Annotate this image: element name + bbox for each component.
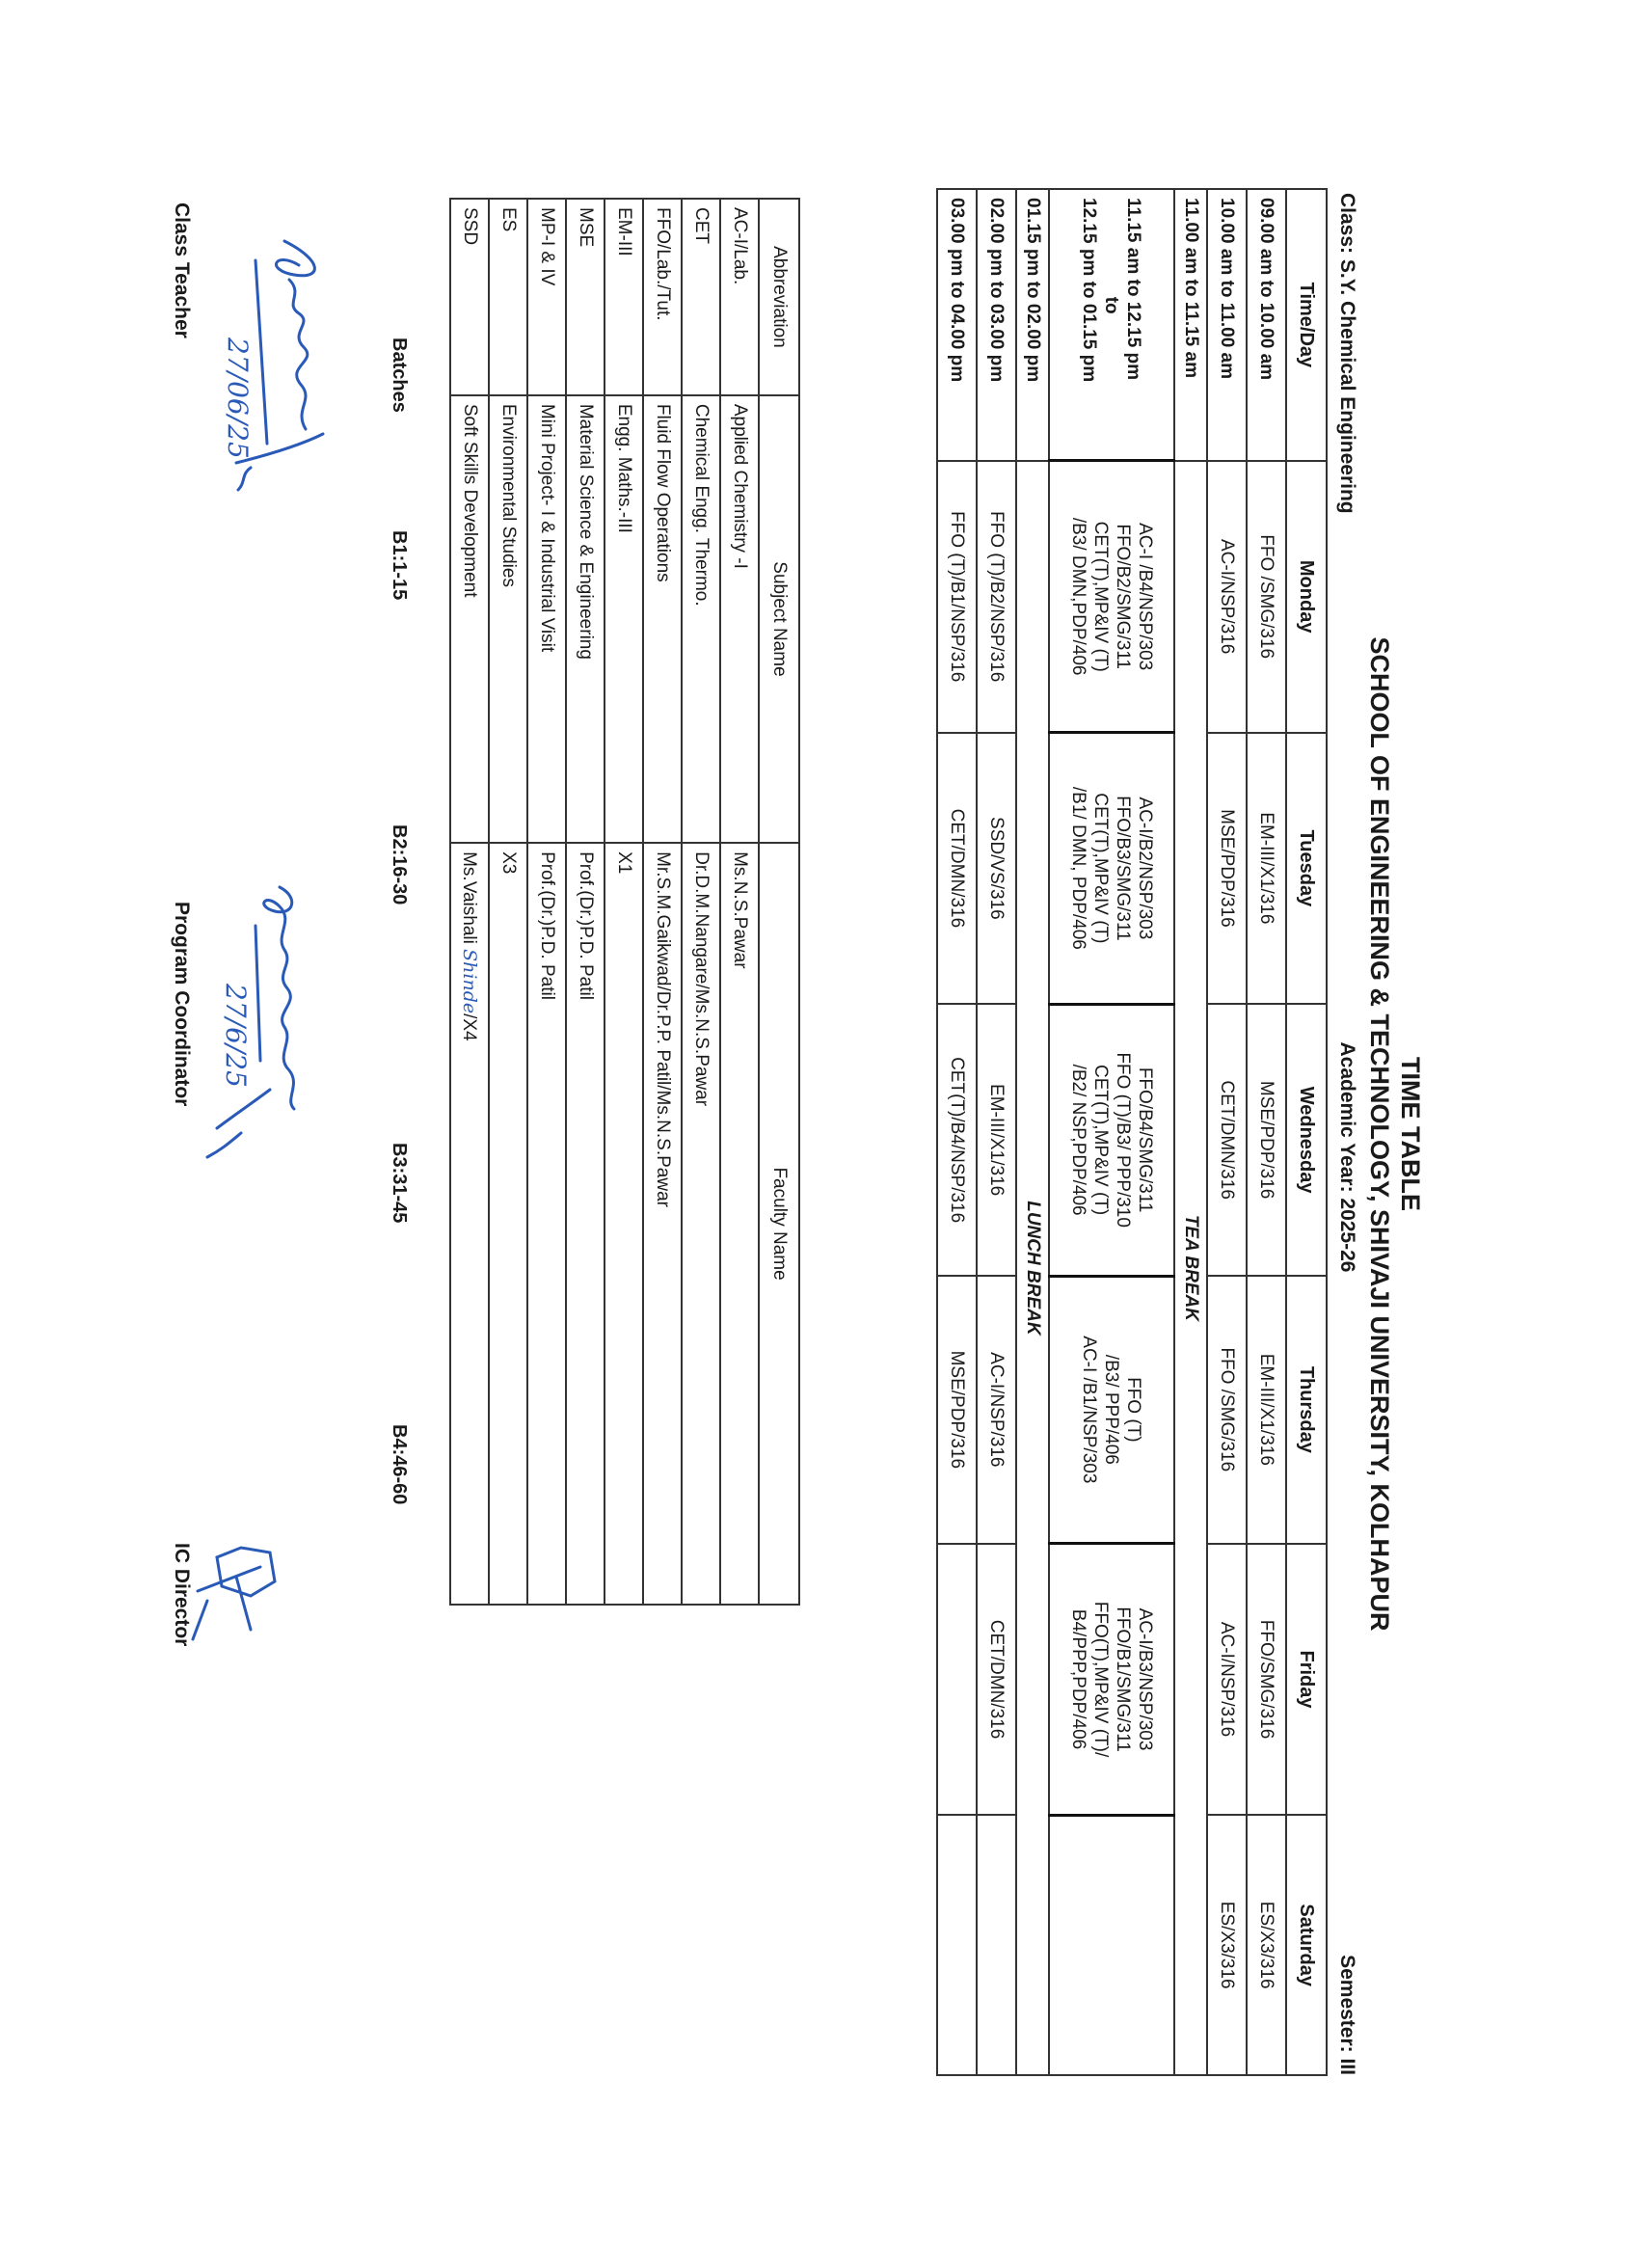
lunch-break-row	[1016, 189, 1049, 2075]
cell-line: CET(T),MP&IV (T)	[1090, 521, 1111, 672]
time-line: to	[1101, 296, 1122, 314]
cell-line: FFO(T),MP&IV (T)/	[1090, 1601, 1111, 1758]
time-cell: 02.00 pm to 03.00 pm	[977, 189, 1016, 461]
faculty-name: Ms.Vaishali	[459, 851, 480, 944]
subject-name-cell: Soft Skills Development	[450, 395, 489, 843]
cell-line: CET(T),MP&IV (T)	[1090, 1065, 1111, 1216]
timetable-header-row	[1286, 189, 1327, 2075]
schedule-cell	[1049, 1004, 1174, 1276]
program-coordinator-label: Program Coordinator	[171, 902, 193, 1107]
schedule-cell: AC-I/NSP/316	[977, 1276, 1016, 1544]
subject-table	[449, 198, 800, 1606]
abbreviation-cell: CET	[682, 199, 720, 395]
tea-break-row	[1174, 189, 1207, 2075]
program-coordinator-signature	[193, 868, 309, 1167]
time-cell: 03.00 pm to 04.00 pm	[937, 189, 977, 461]
cell-line: AC-I/B2/NSP/303	[1135, 796, 1155, 940]
header-faculty-name: Faculty Name	[759, 843, 799, 1605]
subject-row	[450, 199, 489, 1605]
schedule-cell: MSE/PDP/316	[937, 1276, 977, 1544]
abbreviation-cell: FFO/Lab./Tut.	[643, 199, 682, 395]
subject-name-cell: Material Science & Engineering	[566, 395, 605, 843]
time-cell-double	[1049, 189, 1174, 461]
cell-line: AC-I /B4/NSP/303	[1135, 523, 1155, 671]
schedule-cell: FFO (T)/B1/NSP/316	[937, 461, 977, 733]
batches-label: Batches	[389, 338, 410, 413]
time-cell: 01.15 pm to 02.00 pm	[1016, 189, 1049, 461]
ic-director-signature	[183, 1524, 289, 1659]
faculty-name-cell: Mr.S.M.Gaikwad/Dr.P.P. Patil/Ms.N.S.Pawar	[643, 843, 682, 1605]
schedule-cell: CET(T)/B4/NSP/316	[937, 1004, 977, 1276]
class-teacher-label: Class Teacher	[171, 202, 193, 338]
header-friday: Friday	[1286, 1544, 1327, 1816]
subject-row	[566, 199, 605, 1605]
batch-b4: B4:46-60	[389, 1424, 410, 1505]
time-cell: 09.00 am to 10.00 am	[1247, 189, 1286, 461]
schedule-cell	[977, 1815, 1016, 2075]
subject-row	[489, 199, 527, 1605]
schedule-cell	[1049, 733, 1174, 1005]
subject-name-cell: Chemical Engg. Thermo.	[682, 395, 720, 843]
schedule-cell	[1049, 461, 1174, 733]
class-label: Class: S.Y. Chemical Engineering	[1336, 193, 1358, 514]
schedule-cell: FFO /SMG/316	[1207, 1276, 1247, 1544]
abbreviation-cell: EM-III	[605, 199, 643, 395]
handwritten-faculty-surname: Shinde	[459, 949, 481, 1014]
subject-name-cell: Applied Chemistry -I	[720, 395, 759, 843]
subject-row	[682, 199, 720, 1605]
abbreviation-cell: MSE	[566, 199, 605, 395]
time-cell: 10.00 am to 11.00 am	[1207, 189, 1247, 461]
program-coordinator-signature-date: 27/6/25	[220, 984, 252, 1088]
header-saturday: Saturday	[1286, 1815, 1327, 2075]
schedule-cell	[1049, 1276, 1174, 1544]
subject-name-cell: Mini Project- I & Industrial Visit	[527, 395, 566, 843]
timetable-row	[977, 189, 1016, 2075]
ic-director-label: IC Director	[171, 1543, 193, 1647]
time-line: 12.15 pm to 01.15 pm	[1079, 198, 1100, 383]
faculty-suffix: /X4	[459, 1013, 480, 1041]
subject-row	[527, 199, 566, 1605]
cell-line: /B3/ DMN,PDP/406	[1068, 517, 1088, 676]
subject-name-cell: Fluid Flow Operations	[643, 395, 682, 843]
schedule-cell: EM-III/X1/316	[977, 1004, 1016, 1276]
abbreviation-cell: MP-I & IV	[527, 199, 566, 395]
academic-year: Academic Year: 2025-26	[1336, 1041, 1358, 1273]
schedule-cell: CET/DMN/316	[1207, 1004, 1247, 1276]
tea-break-label: TEA BREAK	[1174, 461, 1207, 2075]
header-monday: Monday	[1286, 461, 1327, 733]
cell-line: AC-I /B1/NSP/303	[1079, 1336, 1100, 1484]
schedule-cell: AC-I/NSP/316	[1207, 1544, 1247, 1816]
faculty-name-cell: Dr.D.M.Nangare/Ms.N.S.Pawar	[682, 843, 720, 1605]
schedule-cell	[937, 1815, 977, 2075]
faculty-name-cell	[450, 843, 489, 1605]
header-subject-name: Subject Name	[759, 395, 799, 843]
subject-header-row	[759, 199, 799, 1605]
subject-row	[643, 199, 682, 1605]
class-teacher-signature-date: 27/06/25	[222, 338, 254, 459]
lunch-break-label: LUNCH BREAK	[1016, 461, 1049, 2075]
class-teacher-signature	[207, 222, 342, 511]
cell-line: B4/PPP,PDP/406	[1068, 1608, 1088, 1750]
cell-line: /B2/ NSP,PDP/406	[1068, 1064, 1088, 1216]
document-title: TIME TABLE	[1396, 1057, 1425, 1211]
schedule-cell: EM-III/X1/316	[1247, 733, 1286, 1005]
faculty-name-cell: Prof.(Dr.)P.D. Patil	[566, 843, 605, 1605]
timetable-row	[1247, 189, 1286, 2075]
abbreviation-cell: SSD	[450, 199, 489, 395]
faculty-name-cell: X3	[489, 843, 527, 1605]
batch-b2: B2:16-30	[389, 824, 410, 905]
faculty-name-cell: Prof.(Dr.)P.D. Patil	[527, 843, 566, 1605]
header-wednesday: Wednesday	[1286, 1004, 1327, 1276]
faculty-name-cell: Ms.N.S.Pawar	[720, 843, 759, 1605]
schedule-cell: MSE/PDP/316	[1247, 1004, 1286, 1276]
abbreviation-cell: ES	[489, 199, 527, 395]
subject-row	[720, 199, 759, 1605]
semester: Semester: III	[1336, 1955, 1358, 2075]
timetable-row	[1049, 189, 1174, 2075]
header-time-day: Time/Day	[1286, 189, 1327, 461]
cell-line: FFO (T)	[1123, 1377, 1144, 1443]
batch-b3: B3:31-45	[389, 1143, 410, 1224]
schedule-cell: FFO/SMG/316	[1247, 1544, 1286, 1816]
schedule-cell: EM-III/X1/316	[1247, 1276, 1286, 1544]
subject-row	[605, 199, 643, 1605]
subject-name-cell: Environmental Studies	[489, 395, 527, 843]
schedule-cell	[1049, 1544, 1174, 1816]
timetable	[936, 188, 1328, 2076]
header-thursday: Thursday	[1286, 1276, 1327, 1544]
batch-b1: B1:1-15	[389, 530, 410, 601]
cell-line: FFO/B1/SMG/311	[1113, 1606, 1133, 1752]
schedule-cell: SSD/VS/316	[977, 733, 1016, 1005]
cell-line: AC-I/B3/NSP/303	[1135, 1607, 1155, 1751]
schedule-cell: MSE/PDP/316	[1207, 733, 1247, 1005]
cell-line: /B3/ PPP/406	[1101, 1354, 1122, 1465]
header-abbreviation: Abbreviation	[759, 199, 799, 395]
abbreviation-cell: AC-I/Lab.	[720, 199, 759, 395]
cell-line: CET(T),MP&IV (T)	[1090, 793, 1111, 944]
schedule-cell: CET/DMN/316	[977, 1544, 1016, 1816]
faculty-name-cell: X1	[605, 843, 643, 1605]
time-line: 11.15 am to 12.15 pm	[1123, 198, 1144, 381]
time-cell: 11.00 am to 11.15 am	[1174, 189, 1207, 461]
cell-line: FFO (T)/B3/ PPP/310	[1113, 1052, 1133, 1228]
schedule-cell: FFO (T)/B2/NSP/316	[977, 461, 1016, 733]
schedule-cell	[937, 1544, 977, 1816]
timetable-row	[1207, 189, 1247, 2075]
cell-line: FFO/B2/SMG/311	[1113, 524, 1133, 669]
schedule-cell: CET/DMN/316	[937, 733, 977, 1005]
cell-line: FFO/B4/SMG/311	[1135, 1066, 1155, 1213]
cell-line: /B1/ DMN, PDP/406	[1068, 786, 1088, 950]
schedule-cell	[1049, 1815, 1174, 2075]
schedule-cell: ES/X3/316	[1247, 1815, 1286, 2075]
timetable-row	[937, 189, 977, 2075]
subject-name-cell: Engg. Maths.-III	[605, 395, 643, 843]
header-tuesday: Tuesday	[1286, 733, 1327, 1005]
schedule-cell: AC-I/NSP/316	[1207, 461, 1247, 733]
cell-line: FFO/B3/SMG/311	[1113, 796, 1133, 941]
schedule-cell: ES/X3/316	[1207, 1815, 1247, 2075]
schedule-cell: FFO /SMG/316	[1247, 461, 1286, 733]
institution-name: SCHOOL OF ENGINEERING & TECHNOLOGY, SHIVAJI UNIVERSITY, KOLHAPUR	[1365, 636, 1394, 1632]
